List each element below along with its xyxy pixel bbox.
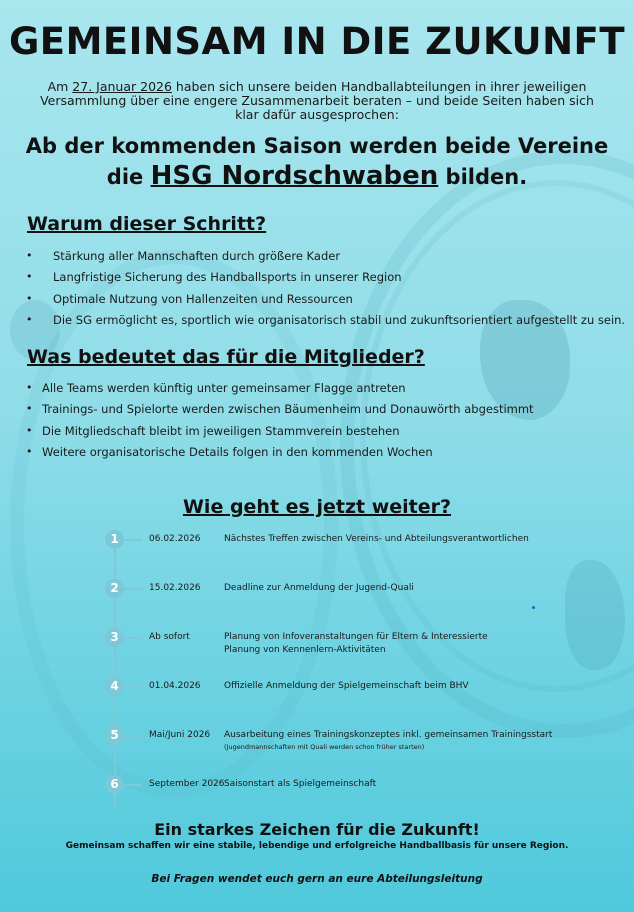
headline-hsg-name: HSG Nordschwaben	[150, 161, 439, 191]
timeline-date: September 2026	[149, 779, 225, 789]
watermark-club-seal-inner	[360, 180, 634, 692]
why-item-text: Stärkung aller Mannschaften durch größere Kader	[53, 249, 341, 263]
timeline-text-secondary: Planung von Kennenlern-Aktivitäten	[224, 645, 386, 655]
timeline-heading	[0, 496, 634, 518]
timeline-date: 01.04.2026	[149, 681, 201, 691]
timeline-connector	[124, 735, 142, 737]
why-item-text: Langfristige Sicherung des Handballsports in unserer Region	[53, 270, 402, 285]
timeline-date: 15.02.2026	[149, 583, 201, 593]
why-item-text: Die SG ermöglicht es, sportlich wie organisatorisch stabil und zukunftsorientiert aufgestellt zu sein.	[53, 313, 626, 328]
timeline-text: Nächstes Treffen zwischen Vereins- und Abteilungsverantwortlichen	[224, 534, 529, 544]
closing-title: Ein starkes Zeichen für die Zukunft!	[154, 820, 480, 839]
intro-paragraph	[30, 80, 604, 122]
step-number-badge: 1	[105, 530, 124, 549]
timeline-connector	[124, 686, 142, 688]
timeline-text: Planung von Infoveranstaltungen für Eltern & Interessierte	[224, 632, 488, 642]
timeline-text: Ausarbeitung eines Trainingskonzeptes inkl. gemeinsamen Trainingsstart	[224, 730, 553, 740]
footer-note: Bei Fragen wendet euch gern an eure Abteilungsleitung	[151, 873, 483, 885]
step-number-badge: 5	[105, 726, 124, 745]
step-number-badge: 6	[105, 775, 124, 794]
timeline-connector	[124, 784, 142, 786]
timeline-note: (Jugendmannschaften mit Quali werden schon früher starten)	[224, 743, 425, 751]
why-heading-text: Warum dieser Schritt?	[27, 213, 267, 235]
members-item-text: Trainings- und Spielorte werden zwischen Bäumenheim und Donauwörth abgestimmt	[42, 402, 534, 417]
closing-subtitle: Gemeinsam schaffen wir eine stabile, lebendige und erfolgreiche Handballbasis für unsere Region.	[65, 841, 569, 851]
why-item-text: Optimale Nutzung von Hallenzeiten und Ressourcen	[53, 291, 353, 306]
bullet-icon: •	[26, 445, 33, 459]
timeline-text: Saisonstart als Spielgemeinschaft	[224, 779, 377, 789]
intro-after-date: haben sich unsere beiden Handballabteilungen in ihrer jeweiligen Versammlung über eine engere Zusammenarbeit beraten – und beide Seiten haben sich klar dafür ausgesprochen:	[40, 79, 594, 122]
bullet-icon: •	[26, 423, 33, 437]
intro-date: 27. Januar 2026	[72, 79, 172, 94]
bullet-icon: •	[26, 249, 33, 262]
members-heading	[27, 346, 425, 368]
step-number-badge: 3	[105, 628, 124, 647]
timeline-connector	[124, 539, 142, 541]
why-heading	[27, 213, 266, 235]
bullet-icon: •	[26, 270, 33, 284]
headline-line2	[0, 161, 634, 191]
page-title: GEMEINSAM IN DIE ZUKUNFT	[8, 20, 626, 63]
watermark-player-silhouette-right	[565, 560, 625, 670]
members-item-text: Die Mitgliedschaft bleibt im jeweiligen Stammverein bestehen	[42, 423, 400, 438]
step-number-badge: 2	[105, 579, 124, 598]
bullet-icon: •	[26, 313, 33, 327]
timeline-text: Deadline zur Anmeldung der Jugend-Quali	[224, 583, 414, 593]
headline-line2-after: bilden.	[438, 165, 528, 189]
members-item-text: Alle Teams werden künftig unter gemeinsamer Flagge antreten	[42, 381, 406, 395]
step-number-badge: 4	[105, 677, 124, 696]
timeline-connector	[124, 637, 142, 639]
timeline-heading-text: Wie geht es jetzt weiter?	[182, 496, 452, 518]
members-item-text: Weitere organisatorische Details folgen in den kommenden Wochen	[42, 445, 433, 460]
timeline-date: Ab sofort	[149, 632, 190, 642]
timeline-text: Offizielle Anmeldung der Spielgemeinschaft beim BHV	[224, 681, 469, 691]
bullet-icon: •	[26, 402, 33, 416]
intro-before-date: Am	[47, 79, 73, 94]
bullet-icon: •	[26, 291, 33, 305]
blue-dot-mark	[532, 606, 535, 609]
timeline-connector	[124, 588, 142, 590]
members-heading-text: Was bedeutet das für die Mitglieder?	[27, 346, 425, 368]
timeline-date: Mai/Juni 2026	[149, 730, 211, 740]
headline-line1: Ab der kommenden Saison werden beide Vereine	[25, 134, 609, 158]
timeline-date: 06.02.2026	[149, 534, 201, 544]
bullet-icon: •	[26, 381, 33, 394]
headline-line2-before: die	[106, 165, 151, 189]
